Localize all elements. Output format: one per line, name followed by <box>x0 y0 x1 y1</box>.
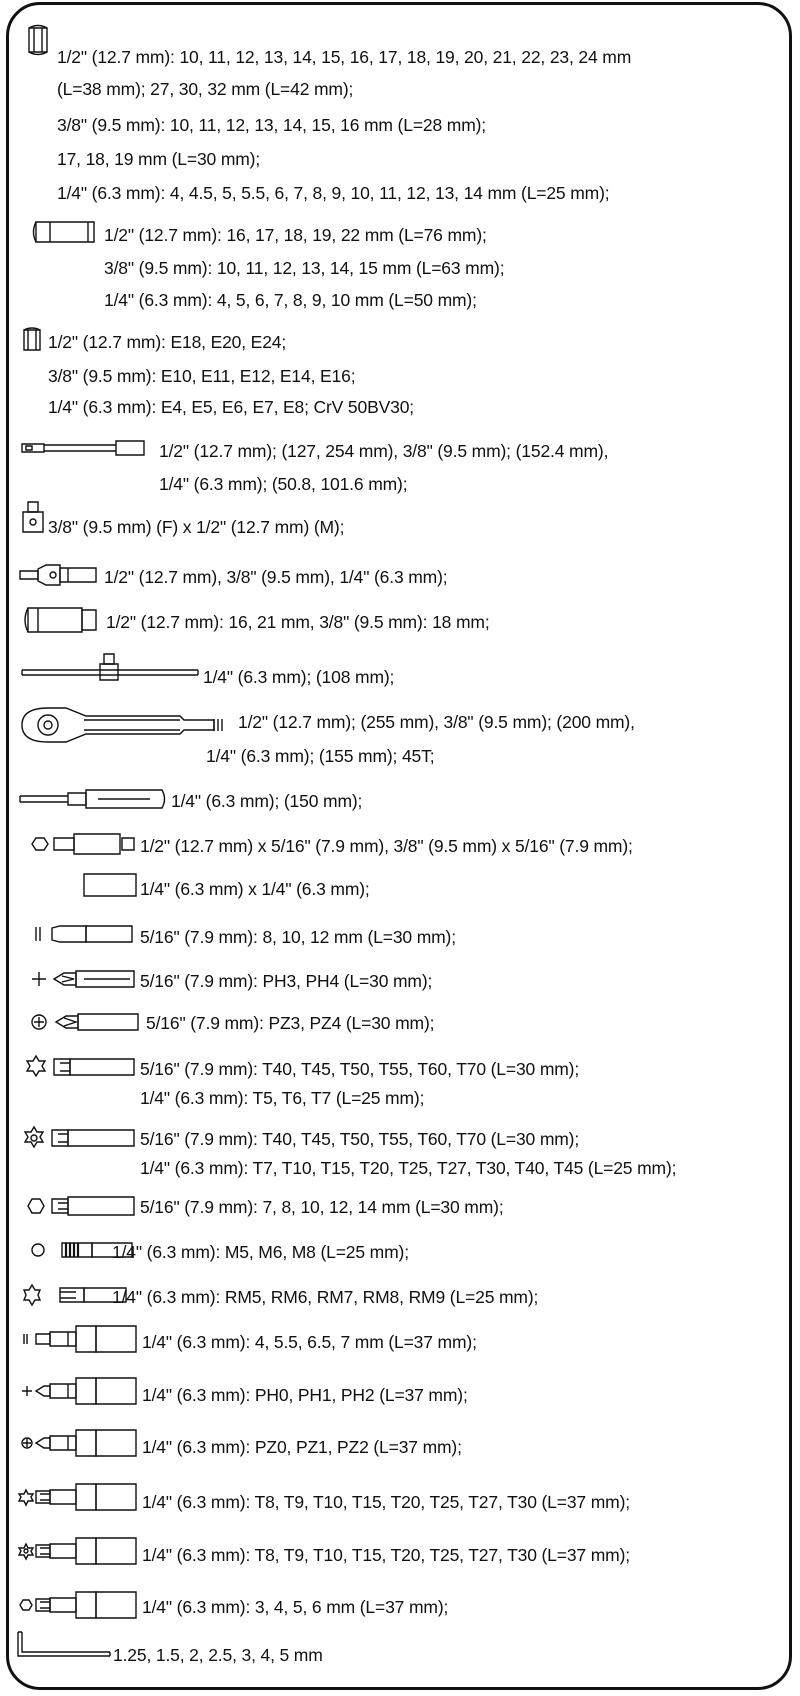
spec-line: 1/4" (6.3 mm): M5, M6, M8 (L=25 mm); <box>112 1242 409 1262</box>
sliding-t-bar-icon <box>20 650 200 684</box>
spec-line: 5/16" (7.9 mm): 7, 8, 10, 12, 14 mm (L=30 mm); <box>140 1197 504 1217</box>
spec-line: 1/4" (6.3 mm): T8, T9, T10, T15, T20, T25, T27, T30 (L=37 mm); <box>142 1492 630 1512</box>
spec-line: 1/4" (6.3 mm): PZ0, PZ1, PZ2 (L=37 mm); <box>142 1437 462 1457</box>
socket-deep-icon <box>30 218 102 248</box>
spec-line: 5/16" (7.9 mm): T40, T45, T50, T55, T60, T70 (L=30 mm); <box>140 1129 580 1149</box>
spec-line: 17, 18, 19 mm (L=30 mm); <box>57 149 261 169</box>
spec-line: 1/2" (12.7 mm): 16, 21 mm, 3/8" (9.5 mm): 18 mm; <box>106 612 490 632</box>
bit-holder-adapter-icon <box>28 828 138 860</box>
spec-line: 1/4" (6.3 mm); (155 mm); 45T; <box>206 746 435 766</box>
spec-line: 1/4" (6.3 mm); (150 mm); <box>171 791 363 811</box>
spec-line: 1/4" (6.3 mm): T7, T10, T15, T20, T25, T27, T30, T40, T45 (L=25 mm); <box>140 1158 677 1178</box>
spec-line: 1/4" (6.3 mm): E4, E5, E6, E7, E8; CrV 50BV30; <box>48 397 415 417</box>
spec-line: 5/16" (7.9 mm): T40, T45, T50, T55, T60, T70 (L=30 mm); <box>140 1059 580 1079</box>
spec-line: 1/2" (12.7 mm) x 5/16" (7.9 mm), 3/8" (9.5 mm) x 5/16" (7.9 mm); <box>140 836 633 856</box>
spec-line: 1/4" (6.3 mm) x 1/4" (6.3 mm); <box>140 879 370 899</box>
bit-holder-adapter-icon <box>82 870 138 900</box>
spec-line: 1/4" (6.3 mm): T8, T9, T10, T15, T20, T25, T27, T30 (L=37 mm); <box>142 1545 630 1565</box>
socket-short-icon <box>24 24 54 60</box>
spec-line: 5/16" (7.9 mm): PZ3, PZ4 (L=30 mm); <box>146 1013 435 1033</box>
spec-line: 3/8" (9.5 mm) (F) x 1/2" (12.7 mm) (M); <box>48 517 345 537</box>
spec-line: 1/2" (12.7 mm); (255 mm), 3/8" (9.5 mm); (200 mm), <box>238 712 635 732</box>
spec-line: 1/4" (6.3 mm): 4, 4.5, 5, 5.5, 6, 7, 8, 9, 10, 11, 12, 13, 14 mm (L=25 mm); <box>57 183 610 203</box>
spec-line: 1/2" (12.7 mm): E18, E20, E24; <box>48 332 287 352</box>
spec-line: 1/4" (6.3 mm); (50.8, 101.6 mm); <box>159 474 408 494</box>
screwdriver-bit-icon <box>24 1053 138 1081</box>
spec-line: 3/8" (9.5 mm): 10, 11, 12, 13, 14, 15, 16 mm (L=28 mm); <box>57 115 487 135</box>
spec-line: 1/2" (12.7 mm): 16, 17, 18, 19, 22 mm (L=76 mm); <box>104 225 487 245</box>
adapter-icon <box>20 500 46 538</box>
hex-key-icon <box>14 1628 114 1664</box>
ratchet-icon <box>18 704 232 746</box>
spec-line: 1/4" (6.3 mm): 4, 5, 6, 7, 8, 9, 10 mm (L=50 mm); <box>104 290 477 310</box>
screwdriver-bit-icon <box>28 1009 140 1035</box>
e-torx-socket-icon <box>21 327 45 355</box>
screwdriver-bit-icon <box>22 1192 138 1220</box>
spec-line: (L=38 mm); 27, 30, 32 mm (L=42 mm); <box>57 79 354 99</box>
screwdriver-bit-icon <box>18 1426 140 1460</box>
screwdriver-bit-icon <box>18 1374 140 1408</box>
screwdriver-bit-icon <box>16 1588 140 1622</box>
screwdriver-bit-icon <box>28 966 136 992</box>
spec-line: 1/4" (6.3 mm); (108 mm); <box>203 667 395 687</box>
spec-line: 5/16" (7.9 mm): 8, 10, 12 mm (L=30 mm); <box>140 927 456 947</box>
screwdriver-bit-icon <box>16 1480 140 1514</box>
screwdriver-bit-icon <box>30 921 134 947</box>
spec-line: 5/16" (7.9 mm): PH3, PH4 (L=30 mm); <box>140 971 433 991</box>
spec-line: 1.25, 1.5, 2, 2.5, 3, 4, 5 mm <box>113 1645 323 1665</box>
spec-line: 1/2" (12.7 mm), 3/8" (9.5 mm), 1/4" (6.3 mm); <box>104 567 448 587</box>
screwdriver-bit-icon <box>16 1534 140 1568</box>
spec-line: 1/4" (6.3 mm): T5, T6, T7 (L=25 mm); <box>140 1088 425 1108</box>
universal-joint-icon <box>18 560 100 590</box>
spec-line: 1/2" (12.7 mm): 10, 11, 12, 13, 14, 15, 16, 17, 18, 19, 20, 21, 22, 23, 24 mm <box>57 47 632 67</box>
spark-plug-socket-icon <box>20 604 104 636</box>
spec-line: 1/2" (12.7 mm); (127, 254 mm), 3/8" (9.5 mm); (152.4 mm), <box>159 441 609 461</box>
spec-line: 1/4" (6.3 mm): 3, 4, 5, 6 mm (L=37 mm); <box>142 1597 449 1617</box>
spec-line: 1/4" (6.3 mm): 4, 5.5, 6.5, 7 mm (L=37 mm); <box>142 1332 477 1352</box>
spec-line: 1/4" (6.3 mm): RM5, RM6, RM7, RM8, RM9 (L=25 mm); <box>112 1287 539 1307</box>
spec-line: 1/4" (6.3 mm): PH0, PH1, PH2 (L=37 mm); <box>142 1385 468 1405</box>
bit-screwdriver-icon <box>18 786 168 812</box>
screwdriver-bit-icon <box>18 1322 140 1356</box>
spec-line: 3/8" (9.5 mm): E10, E11, E12, E14, E16; <box>48 366 356 386</box>
extension-bar-icon <box>20 435 148 461</box>
screwdriver-bit-icon <box>22 1124 138 1152</box>
spec-line: 3/8" (9.5 mm): 10, 11, 12, 13, 14, 15 mm (L=63 mm); <box>104 258 505 278</box>
